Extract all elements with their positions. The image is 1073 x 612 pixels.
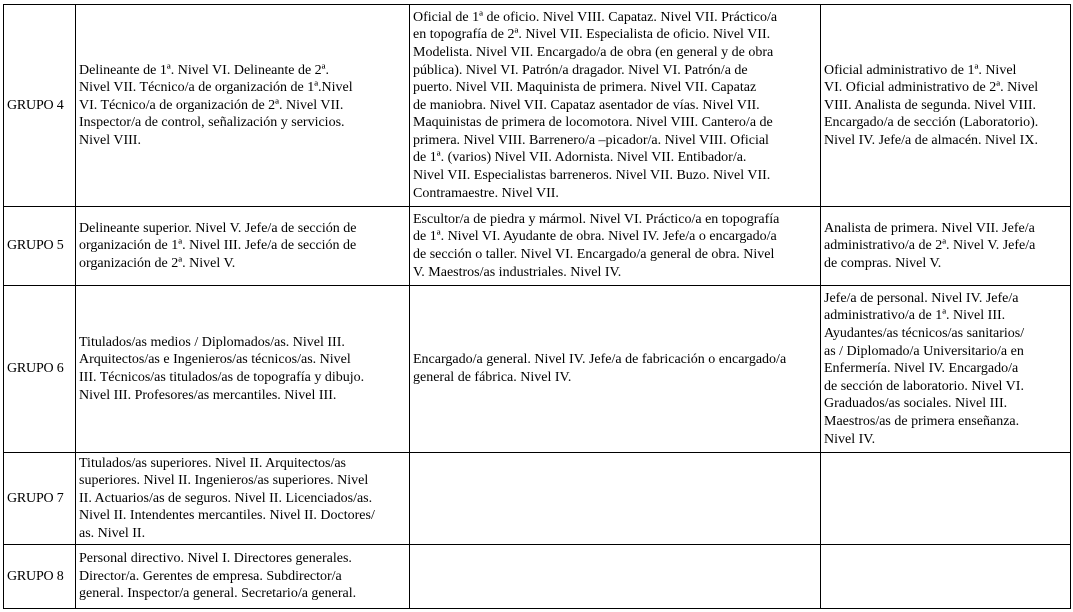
- col1-cell: [76, 453, 410, 545]
- text-line: de 1ª. (varios) Nivel VII. Adornista. Nivel VII. Entibador/a.: [413, 150, 747, 166]
- text-line: de maniobra. Nivel VII. Capataz asentador de vías. Nivel VII.: [413, 97, 760, 113]
- text-line: Ayudantes/as técnicos/as sanitarios/: [824, 326, 1025, 342]
- text-line: general de fábrica. Nivel IV.: [413, 370, 572, 385]
- text-line: Nivel II. Intendentes mercantiles. Nivel II. Doctores/: [79, 508, 375, 524]
- col3-cell: [821, 207, 1071, 286]
- text-line: en topografía de 2ª. Nivel VII. Especialista de oficio. Nivel VII.: [413, 27, 771, 43]
- text-line: administrativo/a de 2ª. Nivel V. Jefe/a: [824, 238, 1036, 254]
- text-line: Maquinistas de primera de locomotora. Nivel VIII. Cantero/a de: [413, 115, 773, 131]
- text-line: Graduados/as sociales. Nivel III.: [824, 396, 1008, 412]
- text-line: general. Inspector/a general. Secretario/a general.: [79, 586, 357, 602]
- job-classification-table: [3, 4, 1071, 609]
- text-line: Modelista. Nivel VII. Encargado/a de obra (en general y de obra: [413, 44, 774, 60]
- text-line: Oficial administrativo de 1ª. Nivel: [824, 62, 1017, 78]
- text-line: Escultor/a de piedra y mármol. Nivel VI. Práctico/a en topografía: [413, 211, 780, 227]
- text-line: de compras. Nivel V.: [824, 255, 942, 271]
- col3-cell: [821, 5, 1071, 207]
- text-line: superiores. Nivel II. Ingenieros/as superiores. Nivel: [79, 473, 369, 489]
- text-line: Delineante de 1ª. Nivel VI. Delineante de 2ª.: [79, 62, 330, 78]
- text-line: administrativo/a de 1ª. Nivel III.: [824, 308, 1006, 324]
- text-line: primera. Nivel VIII. Barrenero/a –picador/a. Nivel VIII. Oficial: [413, 132, 769, 148]
- text-line: de sección de laboratorio. Nivel VI.: [824, 378, 1024, 394]
- text-line: Titulados/as superiores. Nivel II. Arquitectos/as: [79, 455, 347, 471]
- text-line: as / Diplomado/a Universitario/a en: [824, 343, 1024, 359]
- text-line: II. Actuarios/as de seguros. Nivel II. Licenciados/as.: [79, 490, 373, 506]
- text-line: Titulados/as medios / Diplomados/as. Nivel III.: [79, 334, 345, 350]
- text-line: de sección o taller. Nivel VI. Encargado/a general de obra. Nivel: [413, 247, 775, 262]
- text-line: Nivel VII. Especialistas barreneros. Nivel VII. Buzo. Nivel VII.: [413, 168, 771, 184]
- col2-cell: [410, 545, 821, 609]
- group-label: GRUPO 8: [4, 545, 76, 609]
- text-line: de 1ª. Nivel VI. Ayudante de obra. Nivel IV. Jefe/a o encargado/a: [413, 229, 777, 245]
- table-row: [4, 5, 1071, 207]
- text-line: Inspector/a de control, señalización y servicios.: [79, 115, 345, 131]
- text-line: Personal directivo. Nivel I. Directores generales.: [79, 551, 352, 567]
- text-line: Nivel VIII.: [79, 132, 141, 148]
- text-line: Nivel VII. Técnico/a de organización de 1ª.Nivel: [79, 80, 353, 96]
- text-line: Maestros/as de primera enseñanza.: [824, 413, 1020, 429]
- text-line: Encargado/a general. Nivel IV. Jefe/a de fabricación o encargado/a: [413, 352, 787, 368]
- text-line: Oficial de 1ª de oficio. Nivel VIII. Capataz. Nivel VII. Práctico/a: [413, 9, 778, 25]
- text-line: organización de 1ª. Nivel III. Jefe/a de sección de: [79, 238, 357, 254]
- text-line: pública). Nivel VI. Patrón/a dragador. Nivel VI. Patrón/a de: [413, 62, 748, 78]
- group-label: GRUPO 5: [4, 207, 76, 286]
- col2-cell: [410, 5, 821, 207]
- group-label: GRUPO 4: [4, 5, 76, 207]
- text-line: Nivel IV.: [824, 431, 876, 447]
- text-line: Director/a. Gerentes de empresa. Subdirector/a: [79, 568, 342, 584]
- col2-cell: [410, 286, 821, 453]
- text-line: puerto. Nivel VII. Maquinista de primera. Nivel VII. Capataz: [413, 80, 757, 96]
- col2-cell: [410, 453, 821, 545]
- col1-cell: [76, 545, 410, 609]
- text-line: organización de 2ª. Nivel V.: [79, 255, 236, 271]
- table-body: [4, 5, 1071, 609]
- text-line: Delineante superior. Nivel V. Jefe/a de sección de: [79, 220, 357, 236]
- text-line: Contramaestre. Nivel VII.: [413, 185, 559, 201]
- col3-cell: [821, 286, 1071, 453]
- table-row: [4, 545, 1071, 609]
- table-row: [4, 207, 1071, 286]
- col1-cell: [76, 207, 410, 286]
- text-line: Arquitectos/as e Ingenieros/as técnicos/as. Nivel: [79, 352, 351, 368]
- table-row: [4, 286, 1071, 453]
- text-line: Analista de primera. Nivel VII. Jefe/a: [824, 220, 1035, 236]
- col1-cell: [76, 5, 410, 207]
- text-line: V. Maestros/as industriales. Nivel IV.: [413, 264, 622, 280]
- col3-cell: [821, 545, 1071, 609]
- col2-cell: [410, 207, 821, 286]
- text-line: Nivel III. Profesores/as mercantiles. Nivel III.: [79, 387, 337, 403]
- text-line: Enfermería. Nivel IV. Encargado/a: [824, 361, 1019, 377]
- text-line: as. Nivel II.: [79, 525, 146, 541]
- text-line: Encargado/a de sección (Laboratorio).: [824, 115, 1039, 131]
- text-line: VI. Técnico/a de organización de 2ª. Nivel VII.: [79, 97, 344, 113]
- table-row: [4, 453, 1071, 545]
- text-line: VIII. Analista de segunda. Nivel VIII.: [824, 97, 1037, 113]
- text-line: III. Técnicos/as titulados/as de topografía y dibujo.: [79, 370, 365, 385]
- text-line: VI. Oficial administrativo de 2ª. Nivel: [824, 80, 1039, 96]
- text-line: Nivel IV. Jefe/a de almacén. Nivel IX.: [824, 132, 1038, 148]
- col1-cell: [76, 286, 410, 453]
- group-label: GRUPO 6: [4, 286, 76, 453]
- text-line: Jefe/a de personal. Nivel IV. Jefe/a: [824, 290, 1019, 306]
- group-label: GRUPO 7: [4, 453, 76, 545]
- col3-cell: [821, 453, 1071, 545]
